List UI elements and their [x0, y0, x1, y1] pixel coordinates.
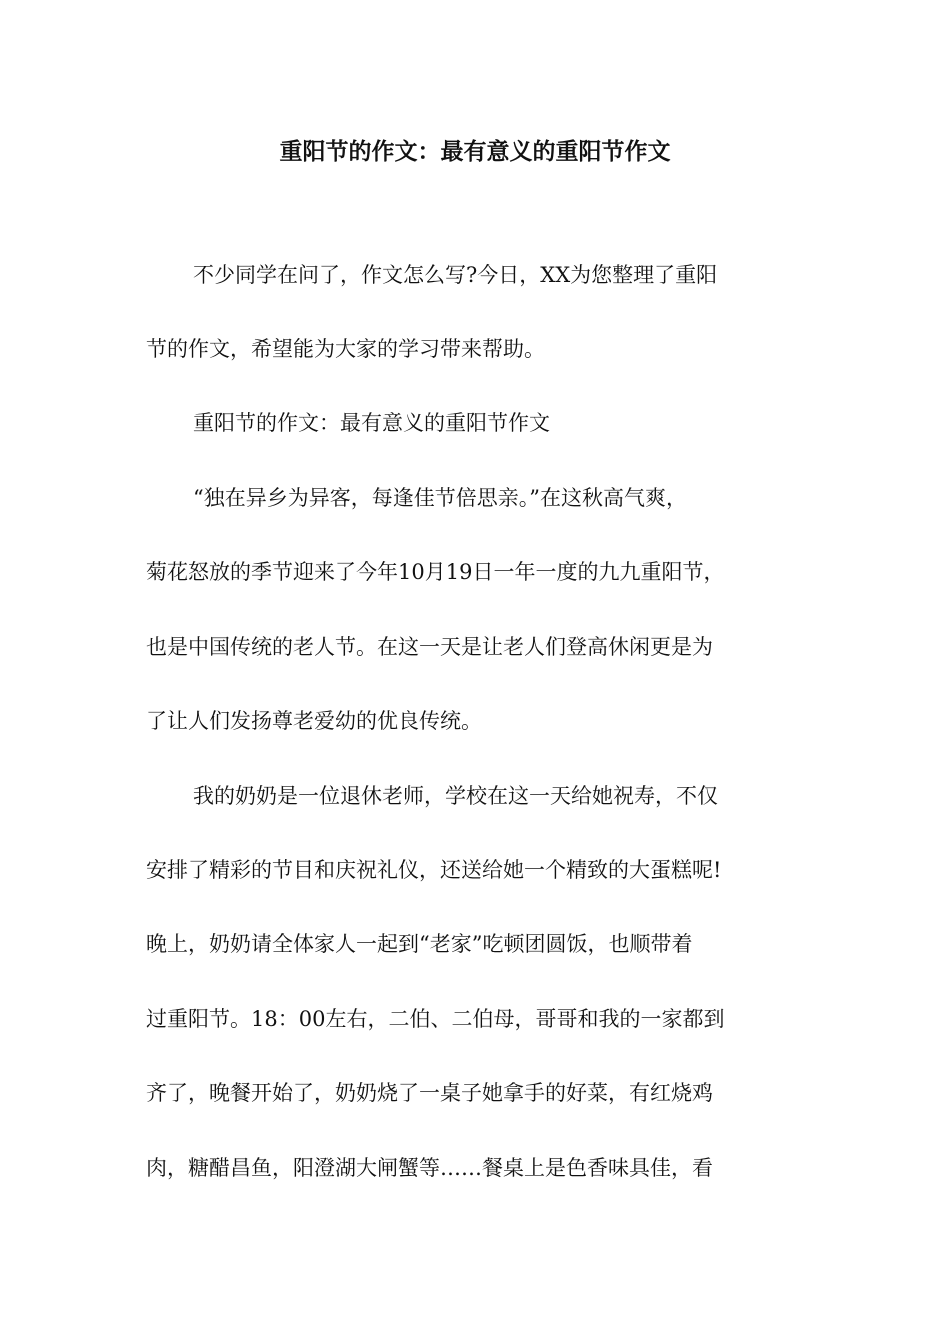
paragraph-line-4: “独在异乡为异客，每逢佳节倍思亲。”在这秋高气爽， [193, 486, 687, 510]
paragraph-line-9: 安排了精彩的节目和庆祝礼仪，还送给她一个精致的大蛋糕呢! [146, 858, 722, 882]
paragraph-line-11: 过重阳节。18：00左右，二伯、二伯母，哥哥和我的一家都到 [146, 1007, 725, 1031]
paragraph-line-13: 肉，糖醋昌鱼，阳澄湖大闸蟹等……餐桌上是色香味具佳，看 [146, 1156, 713, 1180]
paragraph-line-12: 齐了，晚餐开始了，奶奶烧了一桌子她拿手的好菜，有红烧鸡 [146, 1081, 713, 1105]
paragraph-line-7: 了让人们发扬尊老爱幼的优良传统。 [146, 709, 482, 733]
paragraph-line-10: 晚上，奶奶请全体家人一起到“老家”吃顿团圆饭，也顺带着 [146, 932, 693, 956]
paragraph-line-5: 菊花怒放的季节迎来了今年10月19日一年一度的九九重阳节， [146, 560, 725, 584]
paragraph-line-6: 也是中国传统的老人节。在这一天是让老人们登高休闲更是为 [146, 635, 713, 659]
paragraph-line-1: 不少同学在问了，作文怎么写?今日，XX为您整理了重阳 [193, 263, 718, 287]
paragraph-line-2: 节的作文，希望能为大家的学习带来帮助。 [146, 337, 545, 361]
paragraph-line-8: 我的奶奶是一位退休老师，学校在这一天给她祝寿，不仅 [193, 784, 718, 808]
document-title: 重阳节的作文：最有意义的重阳节作文 [279, 138, 671, 165]
subheading-line: 重阳节的作文：最有意义的重阳节作文 [193, 411, 550, 435]
